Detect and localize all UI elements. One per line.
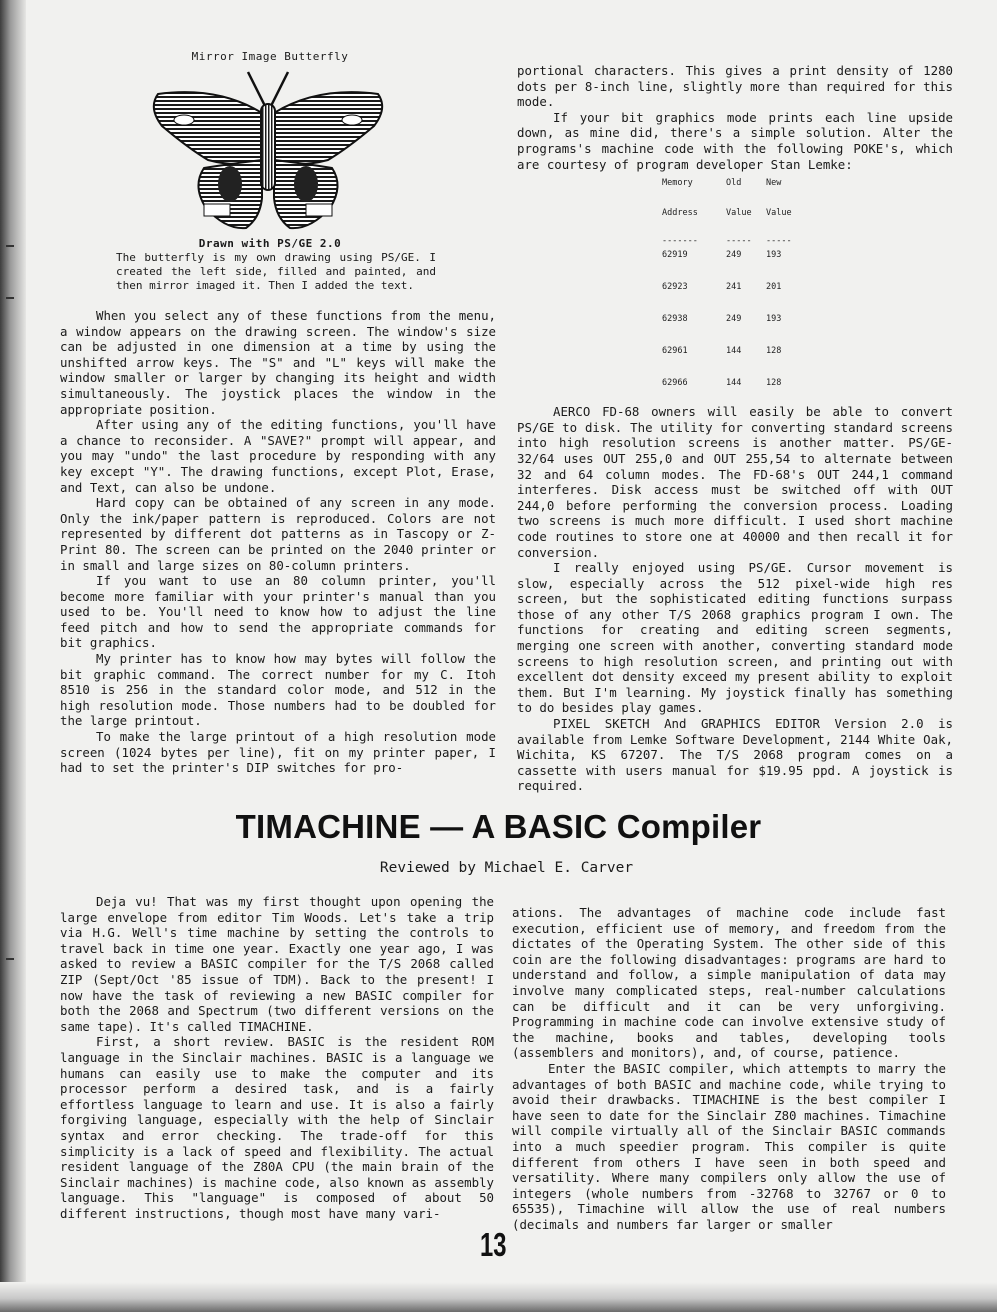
paragraph: ations. The advantages of machine code include fast execution, efficient use of memory, and freedom from the dictates of the Operating System. The other side of this coin are the following disadvantages: programs are hard to understand and follow, a simple manipulation of data may involve many complicated steps, real-number calculations can be difficult and it can be very unforgiving. Programming in machine code can involve extensive study of the machine, books and tables, developing tools (assemblers and monitors), and, of course, patience. (512, 905, 946, 1061)
column-lower-left (60, 894, 494, 1221)
table-header-cell: New (766, 178, 782, 188)
figure-caption: The butterfly is my own drawing using PS/GE. I created the left side, filled and painted, and then mirror imaged it. Then I added the text. (116, 251, 436, 292)
table-header-cell: Memory (662, 178, 693, 188)
table-rule-cell: ------- (662, 236, 698, 246)
column-lower-right (512, 905, 946, 1232)
article-headline: TIMACHINE — A BASIC Compiler (235, 808, 762, 845)
table-header-row (662, 206, 806, 220)
table-rule-cell: ----- (766, 236, 792, 246)
table-cell: 62966 (662, 378, 688, 388)
poke-table (662, 176, 806, 390)
column-upper-right (517, 63, 953, 794)
table-header-cell: Address (662, 208, 698, 218)
paragraph: AERCO FD-68 owners will easily be able to convert PS/GE to disk. The utility for converting standard screens into high resolution screens is another matter. PS/GE-32/64 uses OUT 255,0 and OUT 255,54 to alternate between 32 and 64 column modes. The FD-68's OUT 244,1 command interferes. Disk access must be switched off with OUT 244,0 before performing the conversion process. Loading two screens is much more difficult. I used short machine code routines to store one at 40000 and then recall it for conversion. (517, 404, 953, 560)
table-cell: 193 (766, 314, 782, 324)
table-rule-cell: ----- (726, 236, 752, 246)
table-cell: 144 (726, 378, 742, 388)
table-rule-row (662, 234, 806, 248)
table-cell: 193 (766, 250, 782, 260)
table-row (662, 312, 806, 326)
paragraph: PIXEL SKETCH And GRAPHICS EDITOR Version 2.0 is available from Lemke Software Development, 2144 White Oak, Wichita, KS 67207. The T/S 2068 program comes on a cassette with users manual for $19.95 ppd. A joystick is required. (517, 716, 953, 794)
table-cell: 62938 (662, 314, 688, 324)
table-cell: 249 (726, 250, 742, 260)
figure-title: Mirror Image Butterfly (191, 50, 349, 63)
paragraph: My printer has to know how may bytes will follow the bit graphic command. The correct number for my C. Itoh 8510 is 256 in the standard color mode, and 512 in the high resolution mode. Those numbers had to be doubled for the large printout. (60, 651, 496, 729)
table-row (662, 344, 806, 358)
table-header-cell: Old (726, 178, 742, 188)
margin-tick (6, 245, 14, 247)
table-cell: 62919 (662, 250, 688, 260)
table-cell: 128 (766, 378, 782, 388)
table-cell: 62923 (662, 282, 688, 292)
paragraph: Enter the BASIC compiler, which attempts to marry the advantages of both BASIC and machine code, while trying to avoid their drawbacks. TIMACHINE is the best compiler I have seen to date for the Sinclair Z80 machines. Timachine will compile virtually all of the Sinclair BASIC commands into a much speedier program. This compiler is quite different from others I have seen in both speed and versatility. Where many compilers only allow the use of integers (whole numbers from -32768 to 32767 or 0 to 65535), Timachine will allow the use of real numbers (decimals and numbers far larger or smaller (512, 1060, 946, 1232)
table-row (662, 248, 806, 262)
table-cell: 62961 (662, 346, 688, 356)
paragraph: When you select any of these functions from the menu, a window appears on the drawing screen. The window's size can be adjusted in one dimension at a time by using the unshifted arrow keys. The "S" and "L" keys will make the window smaller or larger by changing its height and width simultaneously. The joystick places the window in the appropriate position. (60, 308, 496, 417)
margin-tick (6, 958, 14, 960)
paragraph: First, a short review. BASIC is the resident ROM language in the Sinclair machines. BASIC is a language we humans can easily use to make the computer and its processor perform a desired task, and is a fairly effortless language to learn and use. It is also a fairly forgiving language, especially with the help of Sinclair syntax and error checking. The trade-off for this simplicity is a lack of speed and flexibility. The actual resident language of the Z80A CPU (the main brain of the Sinclair machines) is machine code, also known as assembly language. This "language" is composed of about 50 different instructions, though most have many vari- (60, 1034, 494, 1221)
paragraph: If your bit graphics mode prints each line upside down, as mine did, there's a simple solution. Alter the programs's machine code with the following POKE's, which are courtesy of program developer Stan Lemke: (517, 109, 953, 172)
paragraph: Hard copy can be obtained of any screen in any mode. Only the ink/paper pattern is reproduced. Colors are not represented by different dot patterns as in Tascopy or Z-Print 80. The screen can be printed on the 2040 printer or in small and large sizes on 80-column printers. (60, 495, 496, 573)
table-header-cell: Value (726, 208, 752, 218)
margin-tick (6, 297, 14, 299)
paragraph: If you want to use an 80 column printer, you'll become more familiar with your printer's manual than you used to be. You'll need to know how to adjust the line feed pitch and how to send the appropriate commands for bit graphics. (60, 573, 496, 651)
table-cell: 249 (726, 314, 742, 324)
table-row (662, 376, 806, 390)
page-bottom-shadow (0, 1282, 997, 1312)
article-byline: Reviewed by Michael E. Carver (379, 860, 634, 876)
paragraph: portional characters. This gives a print density of 1280 dots per 8-inch line, slightly more than required for this mode. (517, 63, 953, 110)
table-row (662, 280, 806, 294)
column-upper-left (60, 308, 496, 776)
paragraph: To make the large printout of a high resolution mode screen (1024 bytes per line), fit on my printer paper, I had to set the printer's DIP switches for pro- (60, 729, 496, 776)
binding-gutter-shadow (0, 0, 26, 1312)
paragraph: I really enjoyed using PS/GE. Cursor movement is slow, especially across the 512 pixel-wide high res screen, but the sophisticated editing functions surpass those of any other T/S 2068 graphics program I own. The functions for creating and editing screen segments, merging one screen with another, converting standard mode screens to high resolution screen, and printing out with excellent dot density exceed my present ability to exploit them. But I'm learning. My joystick finally has something to do besides play games. (517, 560, 953, 716)
paragraph: After using any of the editing functions, you'll have a chance to reconsider. A "SAVE?" prompt will appear, and you may "undo" the last procedure by responding with any key except "Y". The drawing functions, except Plot, Erase, and Text, can also be undone. (60, 417, 496, 495)
table-cell: 144 (726, 346, 742, 356)
table-header-row (662, 176, 806, 190)
paragraph: Deja vu! That was my first thought upon opening the large envelope from editor Tim Woods. Let's take a trip via H.G. Well's time machine by setting the controls to travel back in time one year. Exactly one year ago, I was asked to review a BASIC compiler for the T/S 2068 called ZIP (Sept/Oct '85 issue of TDM). Back to the present! I now have the task of reviewing a new BASIC compiler for both the 2068 and Spectrum (two different versions on the same tape). It's called TIMACHINE. (60, 894, 494, 1034)
table-header-cell: Value (766, 208, 792, 218)
table-cell: 128 (766, 346, 782, 356)
table-cell: 241 (726, 282, 742, 292)
page-number: 13 (480, 1226, 507, 1263)
figure-credit: Drawn with PS/GE 2.0 (198, 237, 342, 250)
butterfly-illustration (148, 68, 388, 238)
table-cell: 201 (766, 282, 782, 292)
